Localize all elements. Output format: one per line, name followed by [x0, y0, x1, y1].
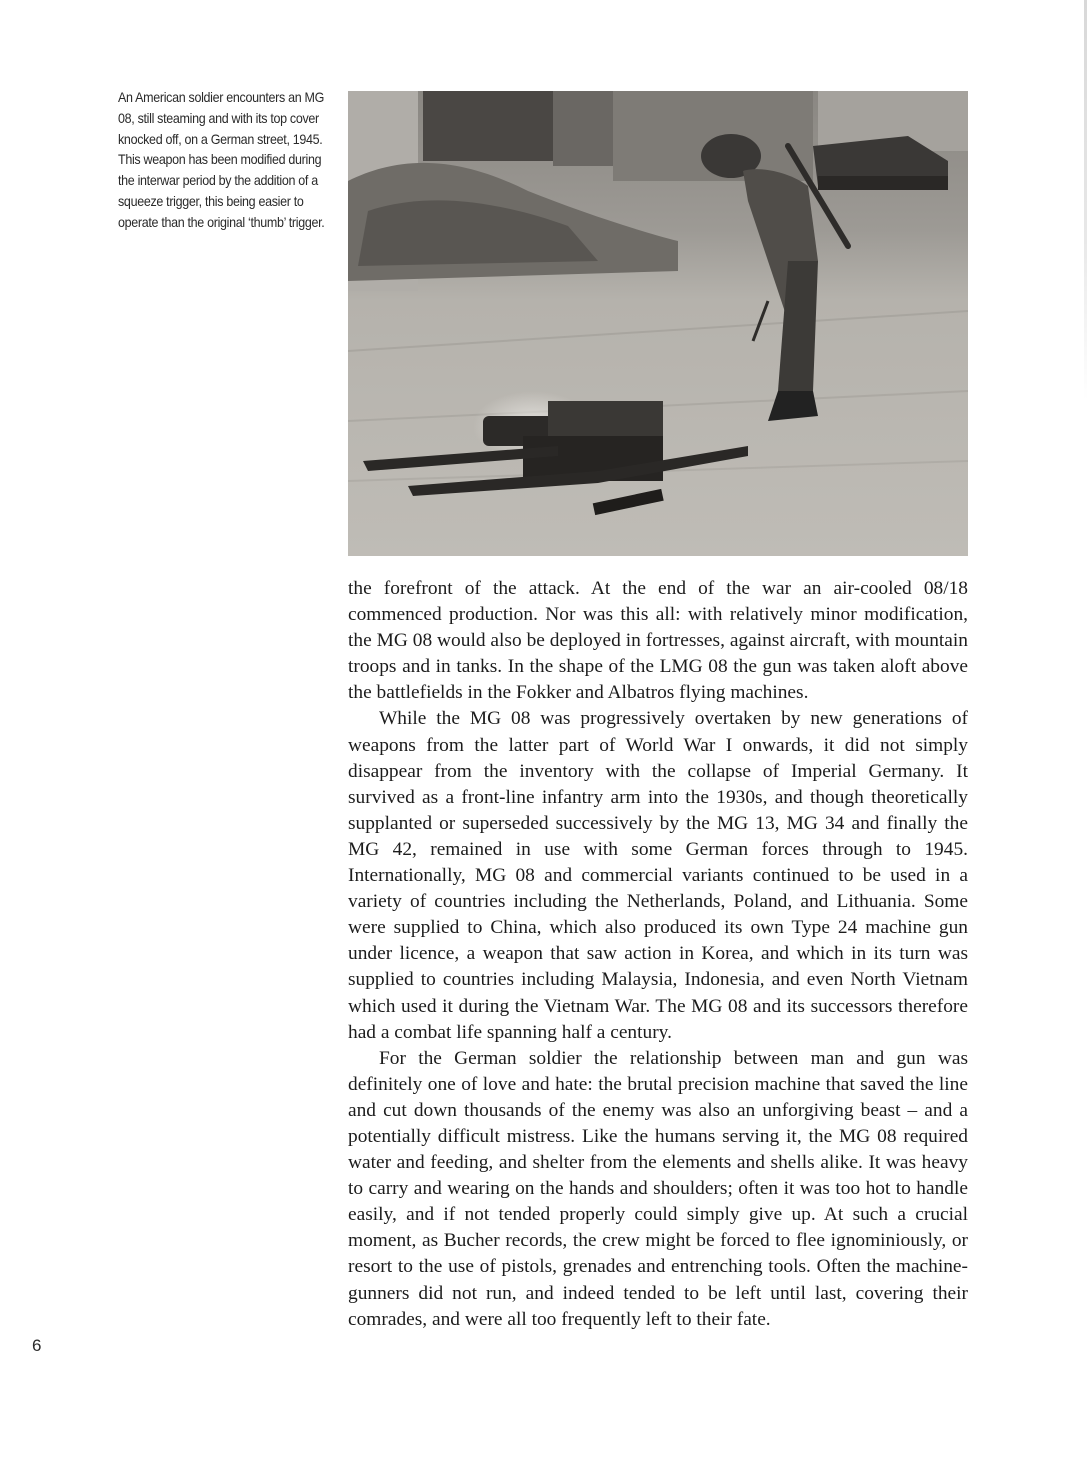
photo-caption: An American soldier encounters an MG 08, still steaming and with its top cover knocked off, on a German street, 1945. This weapon has been modified during the interwar period by the addition of a squeeze trigger, this being easier to operate than the original ‘thumb’ trigger. [118, 90, 325, 230]
paragraph-2: While the MG 08 was progressively overtaken by new generations of weapons from the latter part of World War I onwards, it did not simply disappear from the inventory with the collapse of Imperial Germany. It survived as a front-line infantry arm into the 1930s, and though theoretically supplanted or superseded successively by the MG 13, MG 34 and finally the MG 42, remained in use with some German forces through to 1945. Internationally, MG 08 and commercial variants continued to be used in a variety of countries including the Netherlands, Poland, and Lithuania. Some were supplied to China, which also produced its own Type 24 machine gun under licence, a weapon that saw action in Korea, and which in its turn was supplied to countries including Malaysia, Indonesia, and even North Vietnam which used it during the Vietnam War. The MG 08 and its successors therefore had a combat life spanning half a century. [348, 708, 968, 1043]
paragraph-1: the forefront of the attack. At the end of the war an air-cooled 08/18 commenced production. Nor was this all: with relatively minor modification, the MG 08 would also be deployed in fortresses, against aircraft, with mountain troops and in tanks. In the shape of the LMG 08 the gun was taken aloft above the battlefields in the Fokker and Albatros flying machines. [348, 578, 968, 704]
paragraph-3: For the German soldier the relationship between man and gun was definitely one of love and hate: the brutal precision machine that saved the line and cut down thousands of the enemy was also an unforgiving beast – and a potentially difficult mistress. Like the humans serving it, the MG 08 required water and feeding, and shelter from the elements and shells alike. It was heavy to carry and wearing on the hands and shoulders; often it was too hot to handle easily, and if not tended properly could simply give up. At such a crucial moment, as Bucher records, the crew might be forced to flee ignominiously, or resort to the use of pistols, grenades and entrenching tools. Often the machine-gunners did not run, and indeed tended to be left until last, covering their comrades, and were all too frequently left to their fate. [348, 1047, 968, 1330]
page-number: 6 [32, 1336, 42, 1355]
photo-illustration [348, 91, 968, 556]
photograph-soldier-mg08 [348, 91, 968, 556]
body-text [348, 576, 968, 1333]
